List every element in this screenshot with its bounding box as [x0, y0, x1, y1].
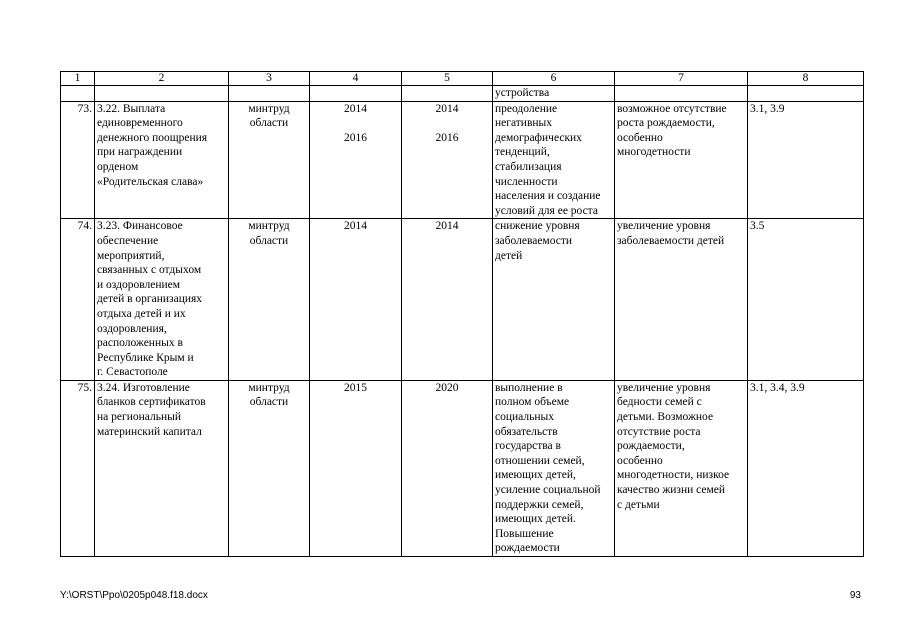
consequences-line: бедности семей с [617, 396, 702, 409]
measure-name-line: обеспечение [97, 234, 159, 247]
expected-result-line: полном объеме [495, 396, 570, 409]
measure-name-line: при награждении [97, 146, 183, 159]
start-year [310, 219, 402, 381]
header-col-6: 6 [493, 72, 615, 86]
expected-result-line: имеющих детей, [495, 469, 576, 482]
measure-name-line: 3.23. Финансовое [97, 220, 183, 233]
expected-result [493, 219, 615, 381]
measure-name-line: отдыха детей и их [97, 307, 186, 320]
expected-result-line: рождаемости [495, 542, 560, 555]
start-year-line: 2014 [344, 102, 367, 115]
consequences-line: увеличение уровня [617, 381, 711, 394]
table-row [61, 380, 864, 556]
consequences-line: увеличение уровня [617, 220, 711, 233]
start-year-line: 2015 [344, 381, 367, 394]
table-row [61, 219, 864, 381]
header-col-7: 7 [615, 72, 748, 86]
consequences [615, 380, 748, 556]
consequences-line: особенно [617, 131, 663, 144]
consequences [615, 101, 748, 219]
indicators: 3.1, 3.4, 3.9 [748, 380, 864, 556]
expected-result-line: поддержки семей, [495, 498, 584, 511]
consequences-line: с детьми [617, 498, 660, 511]
executor-line: области [249, 396, 289, 409]
measure-name-line: «Родительская слава» [97, 175, 204, 188]
executor [229, 219, 310, 381]
end-year-line: 2014 [435, 102, 459, 115]
measure-name-line: 3.22. Выплата [97, 102, 166, 115]
expected-result-line: негативных [495, 117, 553, 130]
expected-result-line: детей [495, 249, 523, 262]
measures-table [60, 71, 864, 557]
expected-result-line: имеющих детей. [495, 513, 576, 526]
expected-result [493, 380, 615, 556]
expected-result-line: снижение уровня [495, 220, 580, 233]
table-row [61, 101, 864, 219]
measure-name-line: на региональный [97, 411, 181, 424]
consequences-line: качество жизни семей [617, 484, 726, 497]
measure-name-line: единовременного [97, 117, 183, 130]
header-col-8: 8 [748, 72, 864, 86]
measure-name-line: г. Севастополе [97, 366, 168, 379]
header-col-1: 1 [61, 72, 95, 86]
measure-name-line: расположенных в [97, 337, 183, 350]
expected-result-line: численности [495, 175, 558, 188]
measure-name [95, 101, 229, 219]
consequences-line: детьми. Возможное [617, 411, 714, 424]
consequences [615, 219, 748, 381]
measure-name-line: детей в организациях [97, 293, 203, 306]
measure-name-line: оздоровления, [97, 322, 167, 335]
consequences-line: возможное отсутствие [617, 102, 727, 115]
executor [229, 380, 310, 556]
expected-result-line: заболеваемости [495, 234, 573, 247]
executor-line: области [249, 117, 289, 130]
expected-result-line: отношении семей, [495, 454, 585, 467]
start-year-line: 2014 [344, 220, 367, 233]
document-file-path: Y:\ORST\Ppo\0205p048.f18.docx [60, 590, 208, 601]
expected-result-line: государства в [495, 440, 561, 453]
continuation-result: устройства [493, 86, 615, 102]
measure-name-line: мероприятий, [97, 249, 165, 262]
expected-result-line: тенденций, [495, 146, 550, 159]
measure-name-line: Республике Крым и [97, 351, 194, 364]
executor-line: минтруд [248, 381, 290, 394]
expected-result [493, 101, 615, 219]
measure-name [95, 380, 229, 556]
expected-result-line: социальных [495, 411, 554, 424]
consequences-line: заболеваемости детей [617, 234, 725, 247]
expected-result-line: усиление социальной [495, 484, 601, 497]
indicators: 3.1, 3.9 [748, 101, 864, 219]
measure-name-line: и оздоровлением [97, 278, 181, 291]
executor-line: области [249, 234, 289, 247]
measure-name-line: бланков сертификатов [97, 396, 206, 409]
consequences-line: многодетности [617, 146, 691, 159]
expected-result-line: преодоление [495, 102, 558, 115]
header-col-4: 4 [310, 72, 402, 86]
measure-name-line: денежного поощрения [97, 131, 208, 144]
consequences-line: особенно [617, 454, 663, 467]
expected-result-line: демографических [495, 131, 582, 144]
end-year-line: 2020 [435, 381, 459, 394]
row-number: 73. [61, 101, 95, 219]
expected-result-line: обязательств [495, 425, 558, 438]
consequences-line: отсутствие роста [617, 425, 701, 438]
expected-result-line: выполнение в [495, 381, 563, 394]
measure-name-line: орденом [97, 160, 139, 173]
expected-result-line: Повышение [495, 527, 554, 540]
measure-name [95, 219, 229, 381]
row-number: 75. [61, 380, 95, 556]
start-year-line: 2016 [344, 131, 367, 144]
column-number-row [61, 72, 864, 86]
executor [229, 101, 310, 219]
end-year-line: 2016 [435, 131, 459, 144]
end-year-line: 2014 [435, 220, 459, 233]
executor-line: минтруд [248, 220, 290, 233]
consequences-line: рождаемости, [617, 440, 685, 453]
page-number: 93 [849, 590, 861, 601]
expected-result-line: условий для ее роста [495, 204, 598, 217]
measure-name-line: 3.24. Изготовление [97, 381, 190, 394]
continuation-row [61, 86, 864, 102]
row-number: 74. [61, 219, 95, 381]
consequences-line: многодетности, низкое [617, 469, 730, 482]
end-year [402, 219, 493, 381]
expected-result-line: населения и создание [495, 190, 601, 203]
header-col-5: 5 [402, 72, 493, 86]
measure-name-line: связанных с отдыхом [97, 264, 202, 277]
measure-name-line: материнский капитал [97, 425, 202, 438]
consequences-line: роста рождаемости, [617, 117, 715, 130]
start-year [310, 101, 402, 219]
header-col-3: 3 [229, 72, 310, 86]
header-col-2: 2 [95, 72, 229, 86]
executor-line: минтруд [248, 102, 290, 115]
start-year [310, 380, 402, 556]
expected-result-line: стабилизация [495, 160, 562, 173]
indicators: 3.5 [748, 219, 864, 381]
end-year [402, 380, 493, 556]
end-year [402, 101, 493, 219]
